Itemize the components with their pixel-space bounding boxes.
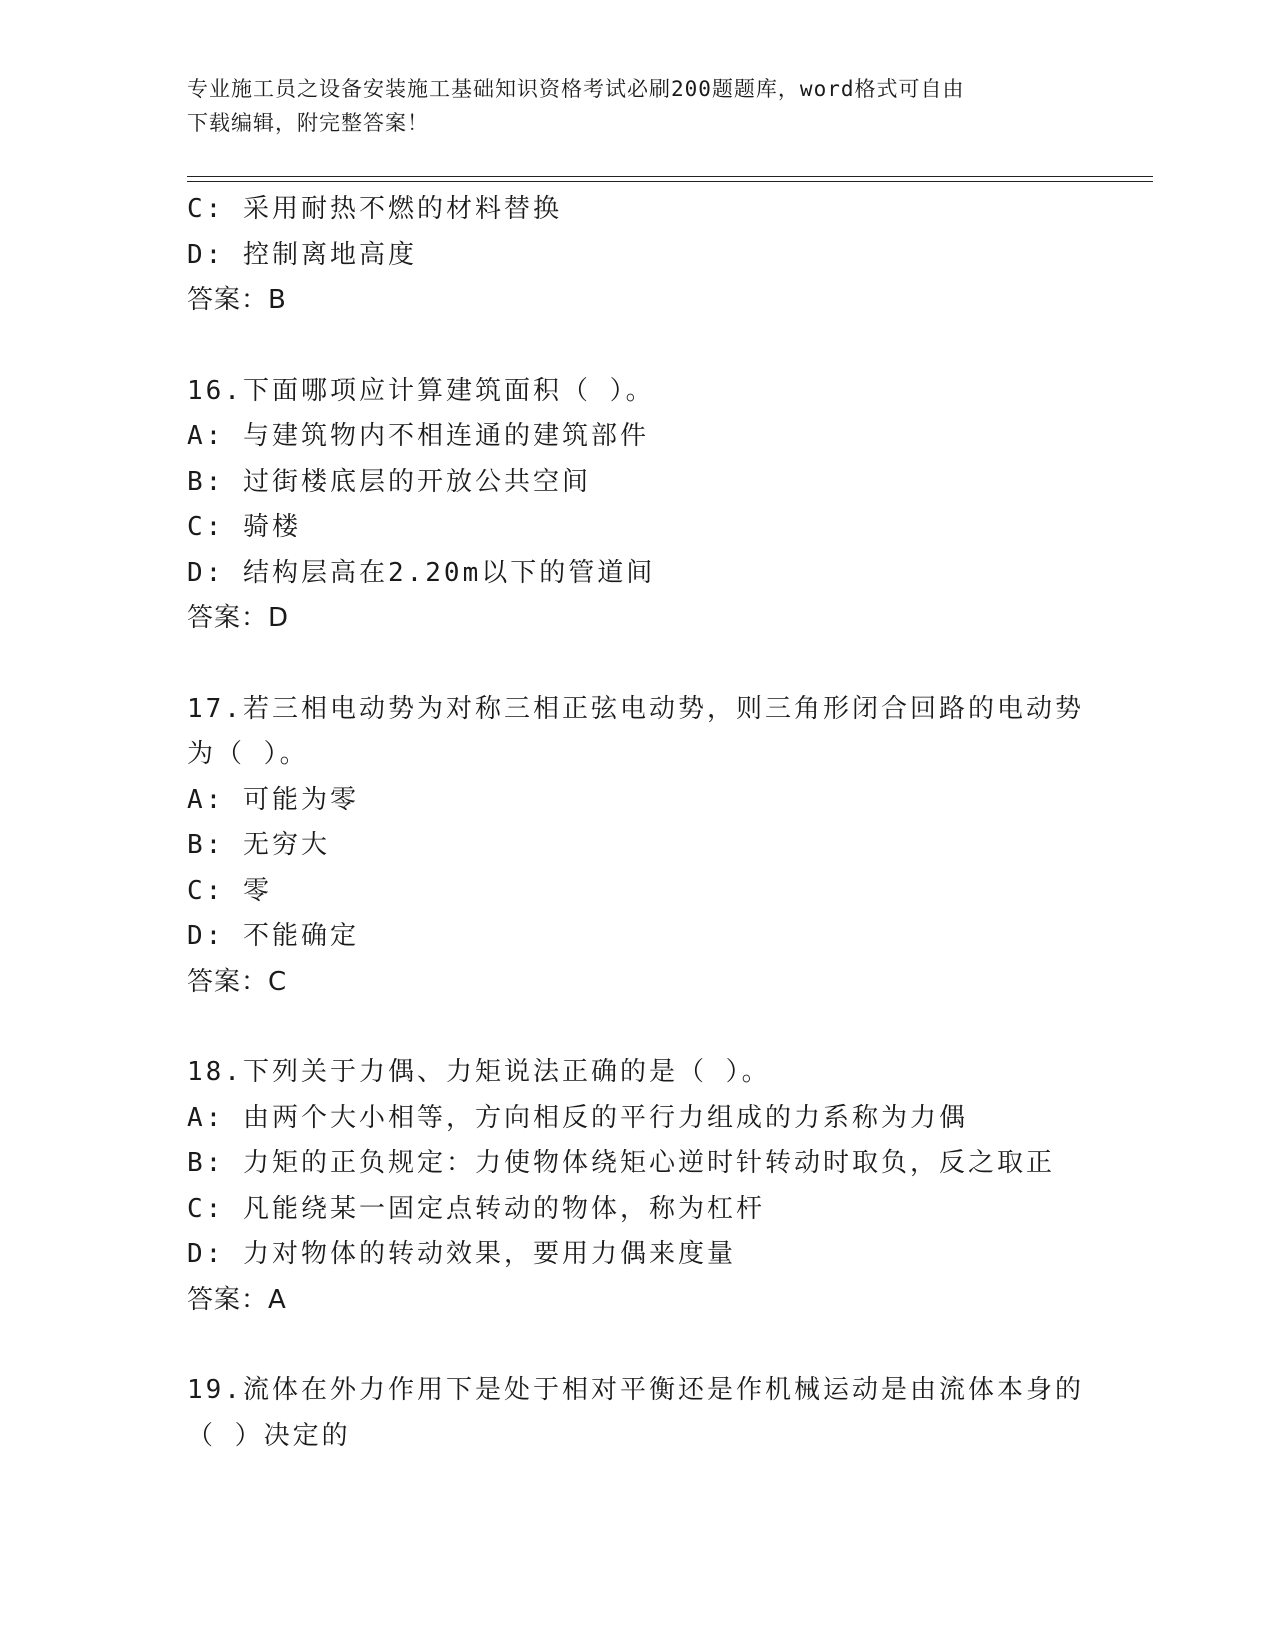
question-17 bbox=[187, 687, 1107, 1006]
answer: 答案：D bbox=[187, 603, 290, 633]
option-a: A: 由两个大小相等，方向相反的平行力组成的力系称为力偶 bbox=[187, 1102, 968, 1133]
option-c: C: 采用耐热不燃的材料替换 bbox=[187, 194, 562, 224]
option-c: C: 骑楼 bbox=[187, 512, 301, 542]
question-stem: 18.下列关于力偶、力矩说法正确的是（ ）。 bbox=[187, 1057, 771, 1087]
option-d: D: 控制离地高度 bbox=[187, 239, 417, 270]
option-b: B: 过街楼底层的开放公共空间 bbox=[187, 466, 591, 497]
answer: 答案：A bbox=[187, 1284, 287, 1315]
option-d: D: 结构层高在2.20m以下的管道间 bbox=[187, 557, 656, 588]
option-d: D: 力对物体的转动效果，要用力偶来度量 bbox=[187, 1239, 736, 1269]
question-stem-line-1: 19.流体在外力作用下是处于相对平衡还是作机械运动是由流体本身的 bbox=[187, 1375, 1084, 1405]
answer: 答案：B bbox=[187, 285, 287, 315]
option-b: B: 力矩的正负规定：力使物体绕矩心逆时针转动时取负，反之取正 bbox=[187, 1148, 1055, 1178]
option-a: A: 可能为零 bbox=[187, 784, 359, 815]
question-stem: 16.下面哪项应计算建筑面积（ ）。 bbox=[187, 375, 655, 406]
answer: 答案：C bbox=[187, 966, 288, 997]
question-stem-line-1: 17.若三相电动势为对称三相正弦电动势，则三角形闭合回路的电动势 bbox=[187, 693, 1084, 724]
header-line-1: 专业施工员之设备安装施工基础知识资格考试必刷200题题库，word格式可自由 bbox=[187, 77, 965, 101]
question-list bbox=[187, 187, 1107, 1459]
question-18 bbox=[187, 1050, 1107, 1323]
question-stem-line-2: （ ）决定的 bbox=[187, 1420, 351, 1451]
header-rule-top bbox=[187, 176, 1153, 177]
header-line-2: 下载编辑，附完整答案！ bbox=[187, 111, 429, 135]
header-rule-bottom bbox=[187, 181, 1153, 182]
option-c: C: 零 bbox=[187, 875, 272, 906]
page-header bbox=[187, 72, 1087, 140]
question-16 bbox=[187, 369, 1107, 642]
option-a: A: 与建筑物内不相连通的建筑部件 bbox=[187, 421, 649, 451]
option-c: C: 凡能绕某一固定点转动的物体，称为杠杆 bbox=[187, 1193, 765, 1224]
option-b: B: 无穷大 bbox=[187, 830, 330, 860]
question-19 bbox=[187, 1368, 1107, 1459]
option-d: D: 不能确定 bbox=[187, 921, 359, 951]
question-stem-line-2: 为（ ）。 bbox=[187, 739, 309, 769]
question-15 bbox=[187, 187, 1107, 324]
